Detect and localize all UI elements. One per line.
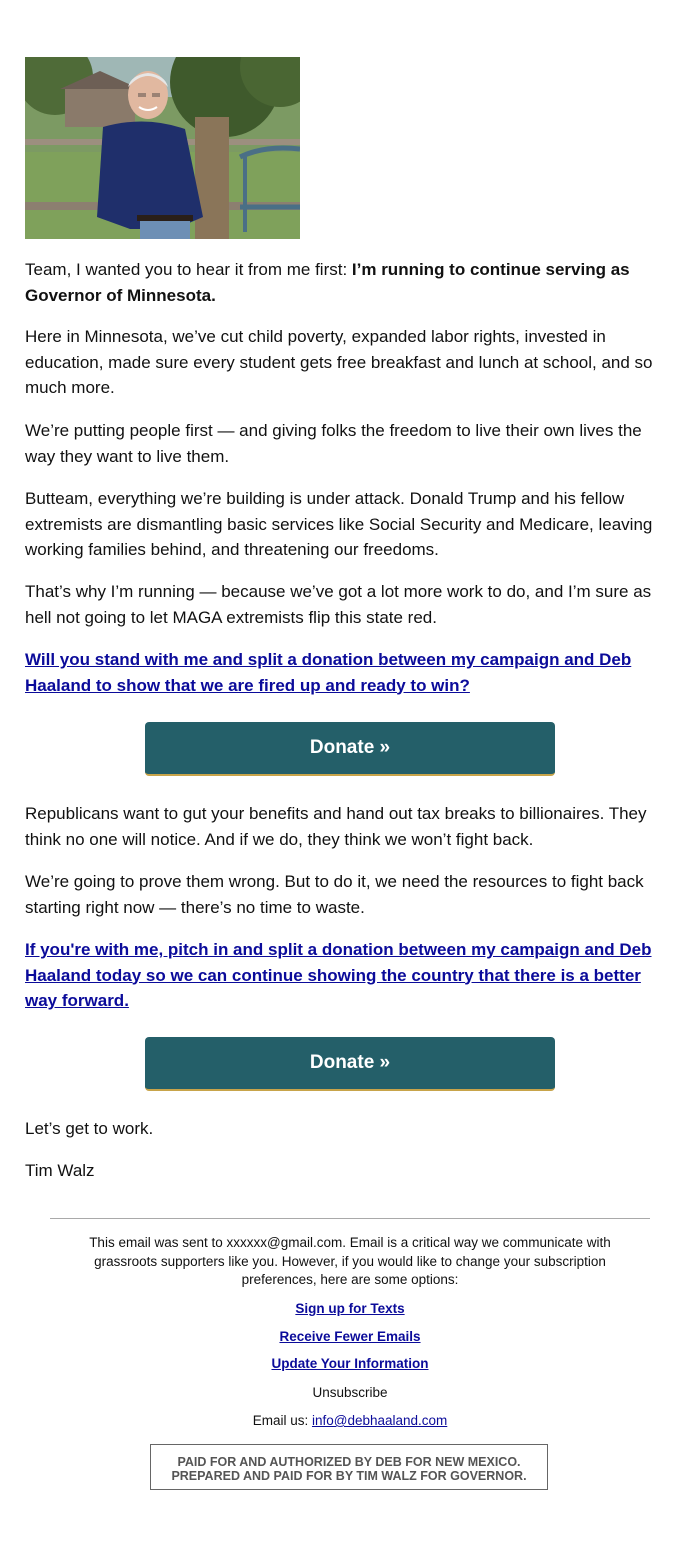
intro-paragraph	[25, 257, 657, 308]
intro-bold-text: I’m running to continue serving as Governor of Minnesota.	[25, 260, 630, 305]
donate-button-1[interactable]: Donate »	[145, 722, 555, 776]
email-us-label: Email us:	[252, 1413, 312, 1428]
closing-line: Let’s get to work.	[25, 1119, 154, 1138]
republicans-paragraph: Republicans want to gut your benefits and hand out tax breaks to billionaires. They think no one will notice. And if we do, they think we won’t fight back.	[25, 804, 647, 849]
receive-fewer-emails-link[interactable]: Receive Fewer Emails	[279, 1329, 421, 1344]
unsubscribe-text[interactable]: Unsubscribe	[312, 1385, 388, 1400]
email-us-link[interactable]: info@debhaaland.com	[311, 1413, 448, 1428]
donate-link-paragraph-2	[25, 937, 657, 1014]
footer-divider	[50, 1218, 650, 1219]
prove-wrong-paragraph: We’re going to prove them wrong. But to do it, we need the resources to fight back starting right now — there’s no time to waste.	[25, 872, 644, 917]
donate-link-1[interactable]: Will you stand with me and split a donation between my campaign and Deb Haaland to show that we are fired up and ready to win?	[25, 650, 632, 695]
portrait-photo-icon	[25, 57, 300, 239]
disclaimer-line-1: PAID FOR AND AUTHORIZED BY DEB FOR NEW MEXICO.	[177, 1455, 521, 1469]
footer-link-fewer	[150, 1329, 550, 1344]
signature: Tim Walz	[25, 1161, 95, 1180]
attack-paragraph: Butteam, everything we’re building is under attack. Donald Trump and his fellow extremists are dismantling basic services like Social Security and Medicare, leaving working families behind, and threatening our freedoms.	[25, 489, 653, 559]
hero-photo	[25, 57, 300, 239]
footer-link-texts	[150, 1301, 550, 1316]
donate-link-2[interactable]: If you're with me, pitch in and split a donation between my campaign and Deb Haaland today so we can continue showing the country that there is a better way forward.	[25, 940, 652, 1010]
people-first-paragraph: We’re putting people first — and giving folks the freedom to live their own lives the way they want to live them.	[25, 421, 642, 466]
email-us-line	[60, 1412, 640, 1431]
donate-button-2[interactable]: Donate »	[145, 1037, 555, 1091]
disclaimer-line-2: PREPARED AND PAID FOR BY TIM WALZ FOR GOVERNOR.	[171, 1469, 527, 1483]
running-paragraph: That’s why I’m running — because we’ve got a lot more work to do, and I’m sure as hell not going to let MAGA extremists flip this state red.	[25, 582, 652, 627]
footer-notice: This email was sent to xxxxxx@gmail.com. Email is a critical way we communicate with grassroots supporters like you. However, if you would like to change your subscription preferences, here are some options:	[89, 1235, 611, 1287]
footer-link-update	[150, 1356, 550, 1371]
update-information-link[interactable]: Update Your Information	[271, 1356, 429, 1371]
sign-up-texts-link[interactable]: Sign up for Texts	[295, 1301, 405, 1316]
intro-text: Team, I wanted you to hear it from me first:	[25, 260, 352, 279]
donate-link-paragraph-1	[25, 647, 657, 698]
paid-for-disclaimer	[150, 1444, 548, 1490]
achievements-paragraph: Here in Minnesota, we’ve cut child poverty, expanded labor rights, invested in education, made sure every student gets free breakfast and lunch at school, and so much more.	[25, 327, 653, 397]
